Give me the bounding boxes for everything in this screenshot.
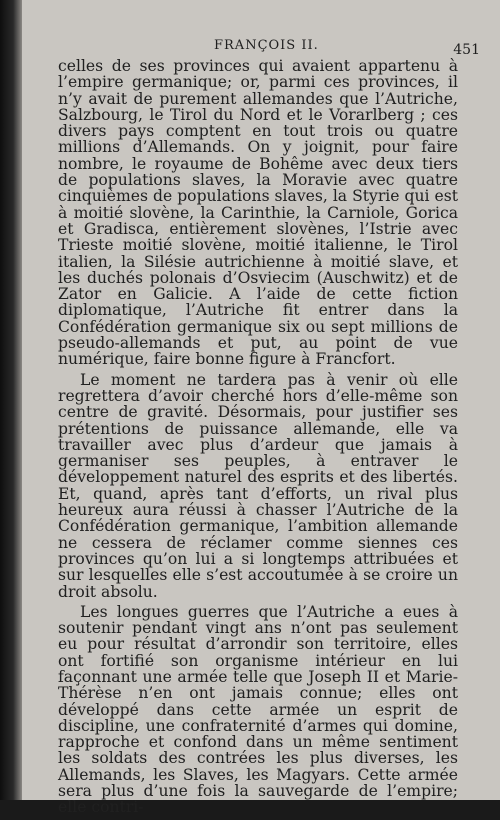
running-title: FRANÇOIS II. — [214, 38, 319, 53]
book-gutter-shadow — [0, 0, 22, 800]
page-number: 451 — [453, 42, 480, 58]
page-body — [58, 58, 458, 820]
book-page — [22, 0, 500, 817]
page-header — [22, 38, 500, 58]
paragraph: Les longues guerres que l’Autriche a eues à soutenir pendant vingt ans n’ont pas seulement eu pour résultat d’arrondir son territoire, elles ont fortifié son organisme intérieur en lui façonnant une armée telle que Joseph II et Marie-Thérèse n’en ont jamais connue; elles ont développé dans cette armée un esprit de discipline, une confraternité d’armes qui domine, rapproche et confond dans un même sentiment les soldats des contrées les plus diverses, les Allemands, les Slaves, les Magyars. Cette armée sera plus d’une fois la sauvegarde de l’empire; elle contri- — [58, 602, 458, 817]
paragraph: Le moment ne tardera pas à venir où elle regrettera d’avoir cherché hors d’elle-même son centre de gravité. Désormais, pour justifier ses prétentions de puissance allemande, elle va travailler avec plus d’ardeur que jamais à germaniser ses peuples, à entraver le développement naturel des esprits et des libertés. Et, quand, après tant d’efforts, un rival plus heureux aura réussi à chasser l’Autriche de la Confédération germanique, l’ambition allemande ne cessera de réclamer comme siennes ces provinces qu’on lui a si longtemps attribuées et sur lesquelles elle s’est accoutumée à se croire un droit absolu. — [58, 370, 458, 601]
paragraph-continued: celles de ses provinces qui avaient appartenu à l’empire germanique; or, parmi ces provinces, il n’y avait de purement allemandes que l’Autriche, Salzbourg, le Tirol du Nord et le Vorarlberg ; ces divers pays comptent en tout trois ou quatre millions d’Allemands. On y joignit, pour faire nombre, le royaume de Bohême avec deux tiers de populations slaves, la Moravie avec quatre cinquièmes de populations slaves, la Styrie qui est à moitié slovène, la Carinthie, la Carniole, Gorica et Gradisca, entièrement slovènes, l’Istrie avec Trieste moitié slovène, moitié italienne, le Tirol italien, la Silésie autrichienne à moitié slave, et les duchés polonais d’Osviecim (Auschwitz) et de Zator en Galicie. A l’aide de cette fiction diplomatique, l’Autriche fit entrer dans la Confédération germanique six ou sept millions de pseudo-allemands et put, au point de vue numérique, faire bonne figure à Francfort. — [58, 57, 458, 369]
